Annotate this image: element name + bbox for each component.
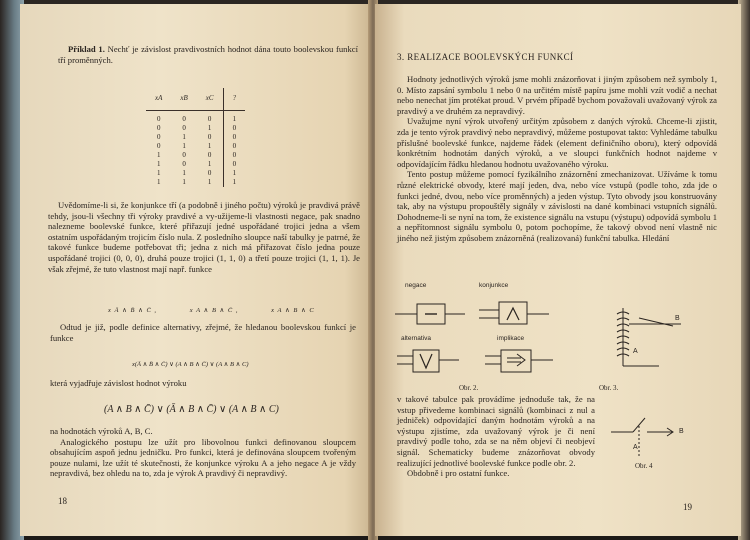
right-paragraph-4: v takové tabulce pak provádíme jednoduše tak, že na vstup přivedeme kombinaci signálů (kombinaci z nul a jedniček) odpovídající daným hodnotám výroků a na výstupu zjistíme, zda uvažovaný výrok je či není pravdivý podle toho, zda se na něm objeví či neobjeví signál. Schematicky budeme znázorňovat obvody realizující jednotlivé boolevské funkce podle obr. 2. <box>397 394 595 468</box>
truth-table-cell: 1 <box>223 169 245 178</box>
truth-table-cell: 0 <box>156 114 161 123</box>
right-paragraphs-bottom <box>397 394 595 479</box>
truth-table-cell: 1 <box>156 168 161 177</box>
truth-table-cell: 0 <box>156 123 161 132</box>
switch-lever <box>633 418 645 432</box>
truth-table-cell: 0 <box>223 142 245 151</box>
truth-table-body <box>146 110 245 187</box>
truth-table-cell: 0 <box>156 132 161 141</box>
truth-table-cell: 1 <box>156 150 161 159</box>
formula-3: (A ∧ B ∧ C̄) ∨ (Ā ∧ B ∧ C̄) ∨ (A ∧ B ∧ C) <box>104 404 279 415</box>
label-negace: negace <box>405 282 427 289</box>
truth-table-cell: 1 <box>182 132 186 141</box>
paragraph-5-text: Analogického postupu lze užít pro libovolnou funkci definovanou sloupcem obsahujícím aspoň jednu jedničku. Pro funkci, která je definována sloupcem tvořeným pouze nulami, lze užít té skutečnosti, že konjunkce výroku A a jeho negace A je vždy nepravdivá, bez ohledu na to, zda je výrok A pravdivý či nepravdivý. <box>50 436 356 479</box>
truth-table-cell: 0 <box>182 123 186 132</box>
header-cell: xA <box>146 88 171 110</box>
formula-2: x(Ā ∧ B̄ ∧ C̄) ∨ (A ∧ B ∧ C̄) ∨ (A ∧ B ∧ C) <box>132 361 249 368</box>
formula-1 <box>108 306 314 314</box>
truth-table-cell: 0 <box>223 133 245 142</box>
header-cell: ? <box>223 88 245 110</box>
paragraph-4 <box>50 426 356 479</box>
implikace-gate-box <box>501 350 531 372</box>
formula-1-term: x A ∧ B ∧ C <box>271 307 314 314</box>
truth-table-cell: 0 <box>223 151 245 160</box>
example-intro <box>58 44 358 65</box>
truth-table-row <box>146 142 245 151</box>
truth-table-row <box>146 124 245 133</box>
konjunkce-symbol <box>507 308 519 320</box>
formula-1-term: x A ∧ B ∧ C̄ , <box>189 307 238 314</box>
truth-table-cell: 1 <box>207 159 212 168</box>
konjunkce-gate-box <box>499 302 527 324</box>
relay-armature <box>639 318 673 326</box>
label-switch-b: B <box>679 428 684 435</box>
truth-table-cell: 0 <box>223 124 245 133</box>
page-number-left: 18 <box>58 496 67 506</box>
truth-table-cell: 0 <box>207 132 212 141</box>
paragraph-3 <box>50 378 356 389</box>
truth-table-cell: 1 <box>156 177 161 186</box>
label-alternativa: alternativa <box>401 335 431 342</box>
label-implikace: implikace <box>497 335 525 342</box>
truth-table-cell: 0 <box>182 159 186 168</box>
example-label: Příklad 1. <box>68 44 105 54</box>
right-paragraph-2: Uvažujme nyní výrok utvořený určitým způsobem z daných výroků. Chceme-li zjistit, zda je tento výrok pravdivý nebo nepravdivý, můžeme postupovat takto: Vyhledáme tabulku příslušné boolevské funkce, najdeme řádek (element definičního oboru), který odpovídá konkrétním hodnotám daných výroků, a ve sloupci funkčních hodnot najdeme v odpovídajícím řádku hledanou hodnotu uvažovaného výroku. <box>397 116 717 169</box>
truth-table-cell: 1 <box>156 159 161 168</box>
truth-table-row <box>146 178 245 187</box>
truth-table-cell: 1 <box>207 123 212 132</box>
paragraph-2 <box>50 322 356 343</box>
paragraph-3-text: která vyjadřuje závislost hodnot výroku <box>50 378 187 388</box>
truth-table-cell: 1 <box>223 178 245 187</box>
figure-3-relay <box>589 300 709 390</box>
implikace-symbol-head <box>517 354 525 366</box>
right-paragraph-3: Tento postup můžeme pomocí fyzikálního znázornění zmechanizovat. Užíváme k tomu různé elektrické obvody, které mají jeden, dva, nebo více vstupů (podle toho, zda jde o funkci jedné, dvou, nebo více proměnných) a jeden výstup. Tyto obvody jsou konstruovány tak, aby na výstupu propouštěly signály v závislosti na dané kombinaci vstupních signálů. Dohodneme-li se nyní na tom, že existence signálu na vstupu (výstupu) odpovídá symbolu 1 a nepřítomnost signálu symbolu 0, potom pochopíme, že takový obvod není vlastně nic jiného než jistým způsobem znázorněná (realizovaná) funkční tabulka. Hledání <box>397 169 717 243</box>
truth-table-cell: 0 <box>207 168 212 177</box>
left-page <box>20 4 373 536</box>
alternativa-symbol <box>420 354 432 368</box>
paragraph-4-text: na hodnotách výroků A, B, C. <box>50 426 153 436</box>
truth-table-cell: 1 <box>182 141 186 150</box>
truth-table-row <box>146 110 245 124</box>
header-cell: xB <box>171 88 196 110</box>
truth-table-header <box>146 88 245 110</box>
truth-table-cell: 1 <box>182 168 186 177</box>
label-relay-b: B <box>675 315 680 322</box>
label-konjunkce: konjunkce <box>479 282 509 289</box>
page-number-right: 19 <box>683 502 692 512</box>
caption-obr-4: Obr. 4 <box>635 462 653 470</box>
right-paragraphs-top <box>397 74 717 244</box>
truth-table-row <box>146 169 245 178</box>
example-text: Nechť je závislost pravdivostních hodnot dána touto boolevskou funkcí tří proměnných. <box>58 44 358 65</box>
truth-table-cell: 0 <box>182 150 186 159</box>
formula-1-term: x Ā ∧ B̄ ∧ C̄ , <box>108 307 157 314</box>
paragraph-2-text: Odtud je již, podle definice alternativy, zřejmé, že hledanou boolevskou funkcí je funkce <box>50 322 356 343</box>
right-paragraph-5: Obdobně i pro ostatní funkce. <box>407 468 510 479</box>
right-page <box>375 4 741 536</box>
truth-table-cell: 0 <box>207 114 212 123</box>
caption-obr-3: Obr. 3. <box>599 384 619 392</box>
header-cell: xC <box>197 88 223 110</box>
truth-table-cell: 1 <box>207 177 212 186</box>
caption-obr-2: Obr. 2. <box>459 384 479 392</box>
label-relay-a: A <box>633 348 638 355</box>
right-paragraph-1: Hodnoty jednotlivých výroků jsme mohli znázorňovat i jiným způsobem než symboly 1, 0. Místo zapsání symbolu 1 nebo 0 na určitém místě papíru jsme mohli vzít vodič a nechat nebo nenechat jím protékat proud. V prvém případě bychom považovali uvažovaný výrok za pravdivý a ve druhém za nepravdivý. <box>397 74 717 116</box>
truth-table-row <box>146 151 245 160</box>
truth-table-cell: 0 <box>207 150 212 159</box>
paragraph-1 <box>48 200 360 274</box>
section-heading: 3. REALIZACE BOOLEVSKÝCH FUNKCÍ <box>397 52 574 62</box>
truth-table-cell: 0 <box>156 141 161 150</box>
truth-table-cell: 1 <box>182 177 186 186</box>
truth-table-cell: 0 <box>223 160 245 169</box>
figure-2-gates <box>389 292 569 382</box>
paragraph-1-text: Uvědomíme-li si, že konjunkce tří (a podobně i jiného počtu) výroků je pravdivá právě tehdy, jsou-li všechny tři výroky pravdivé a vy-užijeme-li vlastnosti negace, pak snadno nalezneme boolevské funkce, které přiřazují jedné uspořádané trojici jedna a všem ostatním uspořádaným trojicím číslo nula. Z posledního sloupce naší tabulky je patrné, že takové funkce budeme potřebovat tři; jedna z nich má přiřazovat číslo jedna pouze uspořádané trojici (0, 0, 0), druhá pouze trojici (1, 1, 0) a třetí pouze trojici (1, 1, 1). Je však zřejmé, že tuto vlastnost mají např. funkce <box>48 200 360 274</box>
truth-table-cell: 1 <box>223 110 245 124</box>
figure-4-switch <box>601 394 711 474</box>
truth-table <box>146 88 245 187</box>
truth-table-row <box>146 160 245 169</box>
truth-table-cell: 0 <box>182 114 186 123</box>
truth-table-cell: 1 <box>207 141 212 150</box>
truth-table-row <box>146 133 245 142</box>
label-switch-a: A <box>633 444 638 451</box>
